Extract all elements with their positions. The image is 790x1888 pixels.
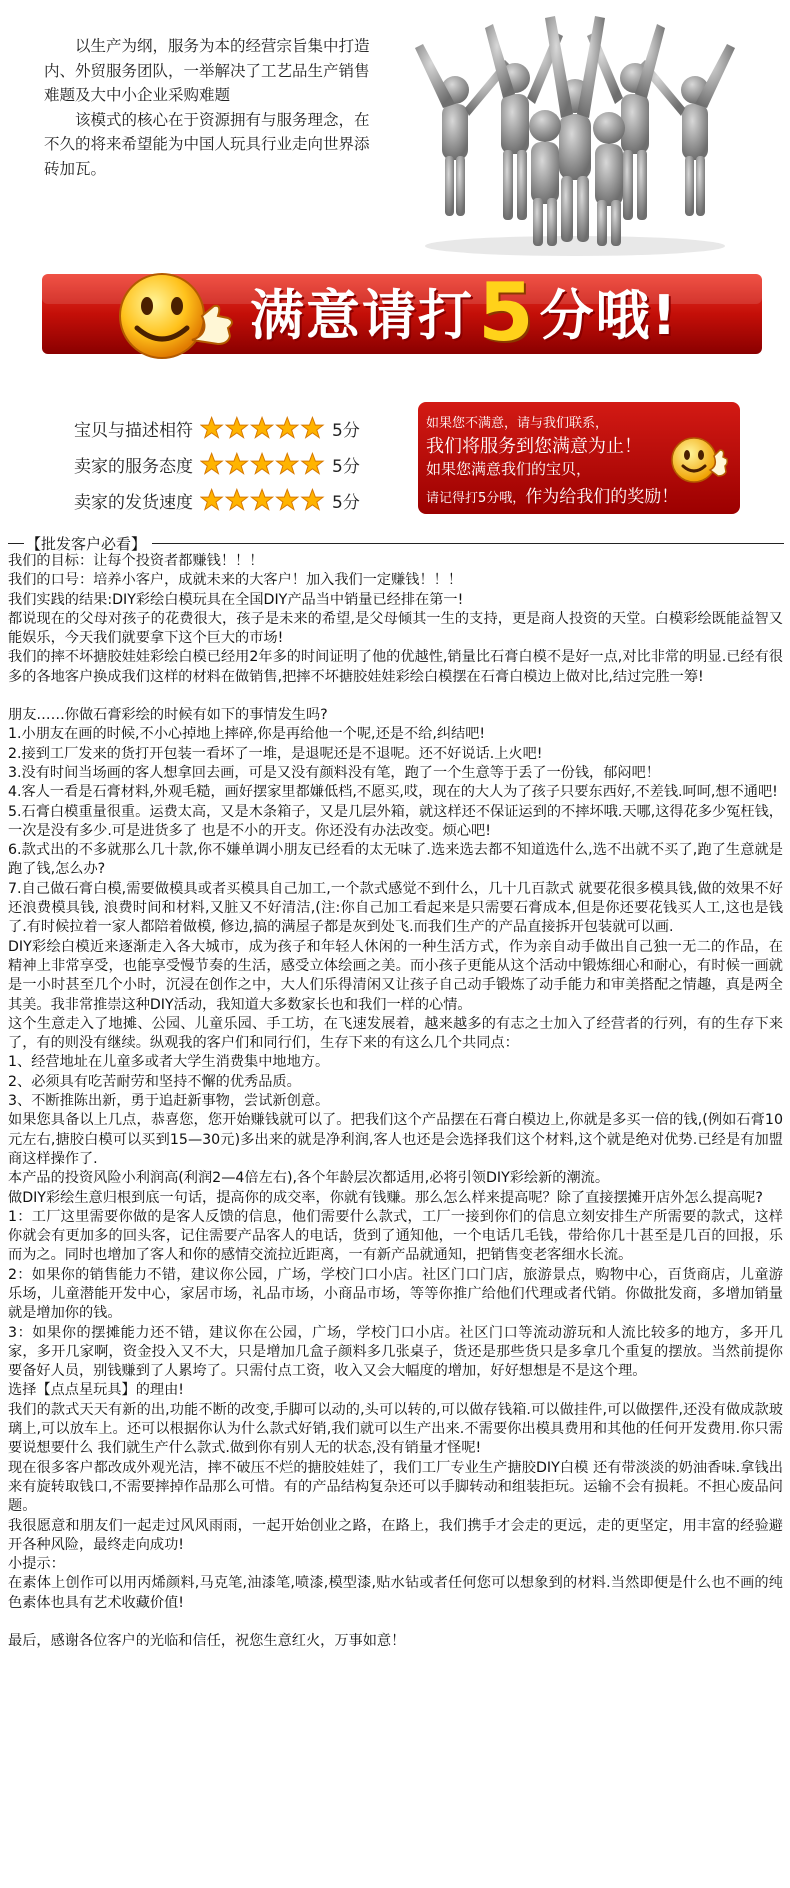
- body-paragraph: 做DIY彩绘生意归根到底一句话，提高你的成交率，你就有钱赚。那么怎么样来提高呢？除了直接摆摊开店外怎么提高呢?: [8, 1189, 763, 1206]
- body-paragraph: 2：如果你的销售能力不错，建议你公园，广场，学校门口小店。社区门口门店，旅游景点，购物中心，百货商店，儿童游乐场，儿童潜能开发中心，家居市场，礼品市场，小商品市场，等等你推广给他们代理或者代销。你做批发商，多增加销量就是增加你的钱。: [8, 1266, 783, 1322]
- banner-text-before: 满意请打: [250, 284, 474, 347]
- shop-ratings: [74, 410, 394, 518]
- body-paragraph: 4.客人一看是石膏材料,外观毛糙，画好摆家里都嫌低档,不愿买,哎，现在的大人为了孩子只要东西好,不差钱.呵呵,想不通吧!: [8, 784, 778, 801]
- divider: [152, 543, 784, 544]
- blank-line: [8, 687, 783, 706]
- body-paragraph: DIY彩绘白模近来逐渐走入各大城市，成为孩子和年轻人休闲的一种生活方式，作为亲自动手做出自己独一无二的作品，在精神上非常享受，也能享受慢节奏的生活，感受立体绘画之美。而小孩子更能从这个活动中锻炼细心和耐心，有时候一画就是一小时甚至几个小时，沉浸在创作之中，大人们乐得清闲又让孩子自己动手锻炼了动手能力和审美搭配之情趣，真是两全其美。我非常推崇这种DIY活动，我知道大多数家长也和我们一样的心情。: [8, 938, 783, 1013]
- body-paragraph: 现在很多客户都改成外观光洁，摔不破压不烂的搪胶娃娃了，我们工厂专业生产搪胶DIY白模 还有带淡淡的奶油香味.拿钱出来有旋转取钱口,不需要摔掉作品那么可惜。有的产品结构复杂还可以手脚转动和组装拒玩。运输不会有损耗。不担心废品问题。: [8, 1459, 783, 1515]
- rating-score: 5分: [332, 492, 360, 513]
- body-paragraph: 1：工厂这里需要你做的是客人反馈的信息，他们需要什么款式，工厂一接到你们的信息立刻安排生产所需要的款式，这样你就会有更加多的回头客，记住需要产品客人的电话，货到了通知他，一个电话几毛钱，带给你几十甚至是几百的回报，乐而为之。同时也增加了客人和你的感情交流拉近距离，一有新产品就通知，把销售变老客细水长流。: [8, 1208, 783, 1264]
- body-paragraph: 在素体上创作可以用丙烯颜料,马克笔,油漆笔,喷漆,模型漆,贴水钻或者任何您可以想象到的材料.当然即便是什么也不画的纯色素体也具有艺术收藏价值!: [8, 1575, 783, 1611]
- body-paragraph: 我们的目标：让每个投资者都赚钱！！！: [8, 553, 264, 569]
- rating-row: [74, 446, 394, 482]
- body-paragraph: 都说现在的父母对孩子的花费很大，孩子是未来的希望,是父母倾其一生的支持，更是商人投资的天堂。白模彩绘既能益智又能娱乐，今天我们就要拿下这个巨大的市场!: [8, 610, 783, 647]
- body-paragraph: 我们的摔不坏搪胶娃娃彩绘白模已经用2年多的时间证明了他的优越性,销量比石膏白模不是好一点,对比非常的明显.已经有很多的各地客户换成我们这样的材料在做销售,把摔不坏搪胶娃娃彩绘白模摆在石膏白模边上做对比,结过完胜一筹!: [8, 649, 783, 685]
- body-paragraph: 5.石膏白模重量很重。运费太高，又是木条箱子，又是几层外箱，就这样还不保证运到的不摔坏哦.天哪,这得花多少冤枉钱，一次是没有多少.可是进货多了 也是不小的开支。你还没有办法改变。烦心吧!: [8, 803, 783, 839]
- banner-text-after: 分哦!: [539, 284, 679, 347]
- rating-score: 5分: [332, 456, 360, 477]
- body-paragraph: 本产品的投资风险小利润高(利润2—4倍左右),各个年龄层次都适用,必将引领DIY彩绘新的潮流。: [8, 1170, 610, 1187]
- body-paragraph: 2、必须具有吃苦耐劳和坚持不懈的优秀品质。: [8, 1073, 301, 1090]
- body-paragraph: 1.小朋友在画的时候,不小心掉地上摔碎,你是再给他一个呢,还是不给,纠结吧!: [8, 726, 486, 743]
- intro-text: [44, 34, 384, 181]
- body-paragraph: 最后，感谢各位客户的光临和信任，祝您生意红火，万事如意！: [8, 1633, 406, 1650]
- body-paragraph: 我们的款式天天有新的出,功能不断的改变,手脚可以动的,头可以转的,可以做存钱箱.可以做挂件,可以做摆件,还没有做成款玻璃上,可以放车上。还可以根据你认为什么款式好销,我们就可以生产出来.不需要你出模具费用和其他的任何开发费用.你只需要说想要什么 我们就生产什么款式.做到你有别人无的状态,没有销量才怪呢!: [8, 1401, 783, 1457]
- body-paragraph: 这个生意走入了地摊、公园、儿童乐园、手工坊，在飞速发展着，越来越多的有志之士加入了经营者的行列，有的生存下来了，有的则没有继续。纵观我的客户们和同行们，生存下来的有这么几个共同点：: [8, 1015, 783, 1052]
- body-paragraph: 小提示：: [8, 1556, 65, 1573]
- rating-row: [74, 482, 394, 518]
- body-paragraph: 朋友……你做石膏彩绘的时候有如下的事情发生吗?: [8, 707, 328, 724]
- body-paragraph: 6.款式出的不多就那么几十款,你不嫌单调小朋友已经看的太无味了.选来选去都不知道选什么,选不出就不买了,跑了生意就是跑了钱,怎么办?: [8, 842, 783, 878]
- notice-line: 如果您满意我们的宝贝，: [426, 460, 592, 478]
- rating-row: [74, 410, 394, 446]
- rating-label: 卖家的服务态度: [74, 456, 193, 477]
- body-paragraph: 1、经营地址在儿童多或者大学生消费集中地地方。: [8, 1054, 330, 1071]
- body-paragraph: 选择【点点星玩具】的理由!: [8, 1382, 184, 1399]
- body-paragraph: 2.接到工厂发来的货打开包装一看坏了一堆，是退呢还是不退呢。还不好说话.上火吧!: [8, 745, 543, 762]
- notice-line-big: 作为给我们的奖励！: [525, 487, 679, 507]
- section-header: [8, 533, 784, 554]
- notice-line: 如果您不满意，请与我们联系，: [426, 416, 609, 431]
- section-title: 【批发客户必看】: [26, 535, 147, 553]
- body-paragraph: 7.自己做石膏白模,需要做模具或者买模具自己加工,一个款式感觉不到什么，几十几百款式 就要花很多模具钱,做的效果不好还浪费模具钱, 浪费时间和材料,又脏又不好清洁,(注:你自己加工看起来是只需要石膏成本,但是你还要花钱买人工,这也是钱了.有时候拉着一家人都陪着做模, 修边,搞的满屋子都是灰到处飞.而我们生产的产品直接拆开包装就可以画.: [8, 880, 783, 936]
- body-paragraph: 如果您具备以上几点，恭喜您，您开始赚钱就可以了。把我们这个产品摆在石膏白模边上,你就是多买一倍的钱,(例如石膏10元左右,搪胶白模可以买到15—30元)多出来的就是净利润,客人也还是会选择我们这个材料,这个就是绝对优势.已经是有加盟商这样操作了.: [8, 1112, 783, 1167]
- banner-number: 5: [478, 266, 536, 359]
- rating-score: 5分: [332, 420, 360, 441]
- teamwork-people-illustration: [395, 8, 755, 258]
- intro-paragraph: 该模式的核心在于资源拥有与服务理念，在不久的将来希望能为中国人玩具行业走向世界添砖加瓦。: [44, 110, 370, 178]
- wholesale-info-text: [8, 552, 783, 1651]
- body-paragraph: 3、不断推陈出新，勇于追赶新事物，尝试新创意。: [8, 1093, 330, 1110]
- rating-label: 宝贝与描述相符: [74, 420, 193, 441]
- five-star-icon: [200, 488, 326, 512]
- divider: [8, 543, 24, 544]
- five-star-icon: [200, 416, 326, 440]
- body-paragraph: 3.没有时间当场画的客人想拿回去画，可是又没有颜料没有笔，跑了一个生意等于丢了一份钱，郁闷吧！: [8, 764, 660, 781]
- body-paragraph: 我们实践的结果:DIY彩绘白模玩具在全国DIY产品当中销量已经排在第一!: [8, 591, 464, 608]
- banner-title: [250, 266, 679, 359]
- rating-label: 卖家的发货速度: [74, 492, 193, 513]
- notice-line: 我们将服务到您满意为止！: [426, 436, 642, 457]
- intro-paragraph: 以生产为纲，服务为本的经营宗旨集中打造内、外贸服务团队，一举解决了工艺品生产销售难题及大中小企业采购难题: [44, 37, 370, 104]
- five-star-icon: [200, 452, 326, 476]
- smiley-thumbs-up-icon: [668, 430, 728, 490]
- blank-line: [8, 1613, 783, 1632]
- notice-line: [426, 482, 678, 507]
- body-paragraph: 3：如果你的摆摊能力还不错，建议你在公园，广场，学校门口小店。社区门口等流动游玩和人流比较多的地方，多开几家，多开几家啊，资金投入又不大，只是增加几盒子颜料多几张桌子，货还是那些货只是多拿几个重复的摆放。当然前提你要备好人员，别钱赚到了人累垮了。只需付点工资，收入又会大幅度的增加，好好想想是不是这个理。: [8, 1324, 783, 1380]
- body-paragraph: 我很愿意和朋友们一起走过风风雨雨，一起开始创业之路，在路上，我们携手才会走的更远，走的更坚定，用丰富的经验避开各种风险，最终走向成功!: [8, 1517, 783, 1553]
- notice-line-small: 请记得打5分哦，: [426, 491, 526, 506]
- body-paragraph: 我们的口号：培养小客户，成就未来的大客户！加入我们一定赚钱！！！: [8, 572, 463, 589]
